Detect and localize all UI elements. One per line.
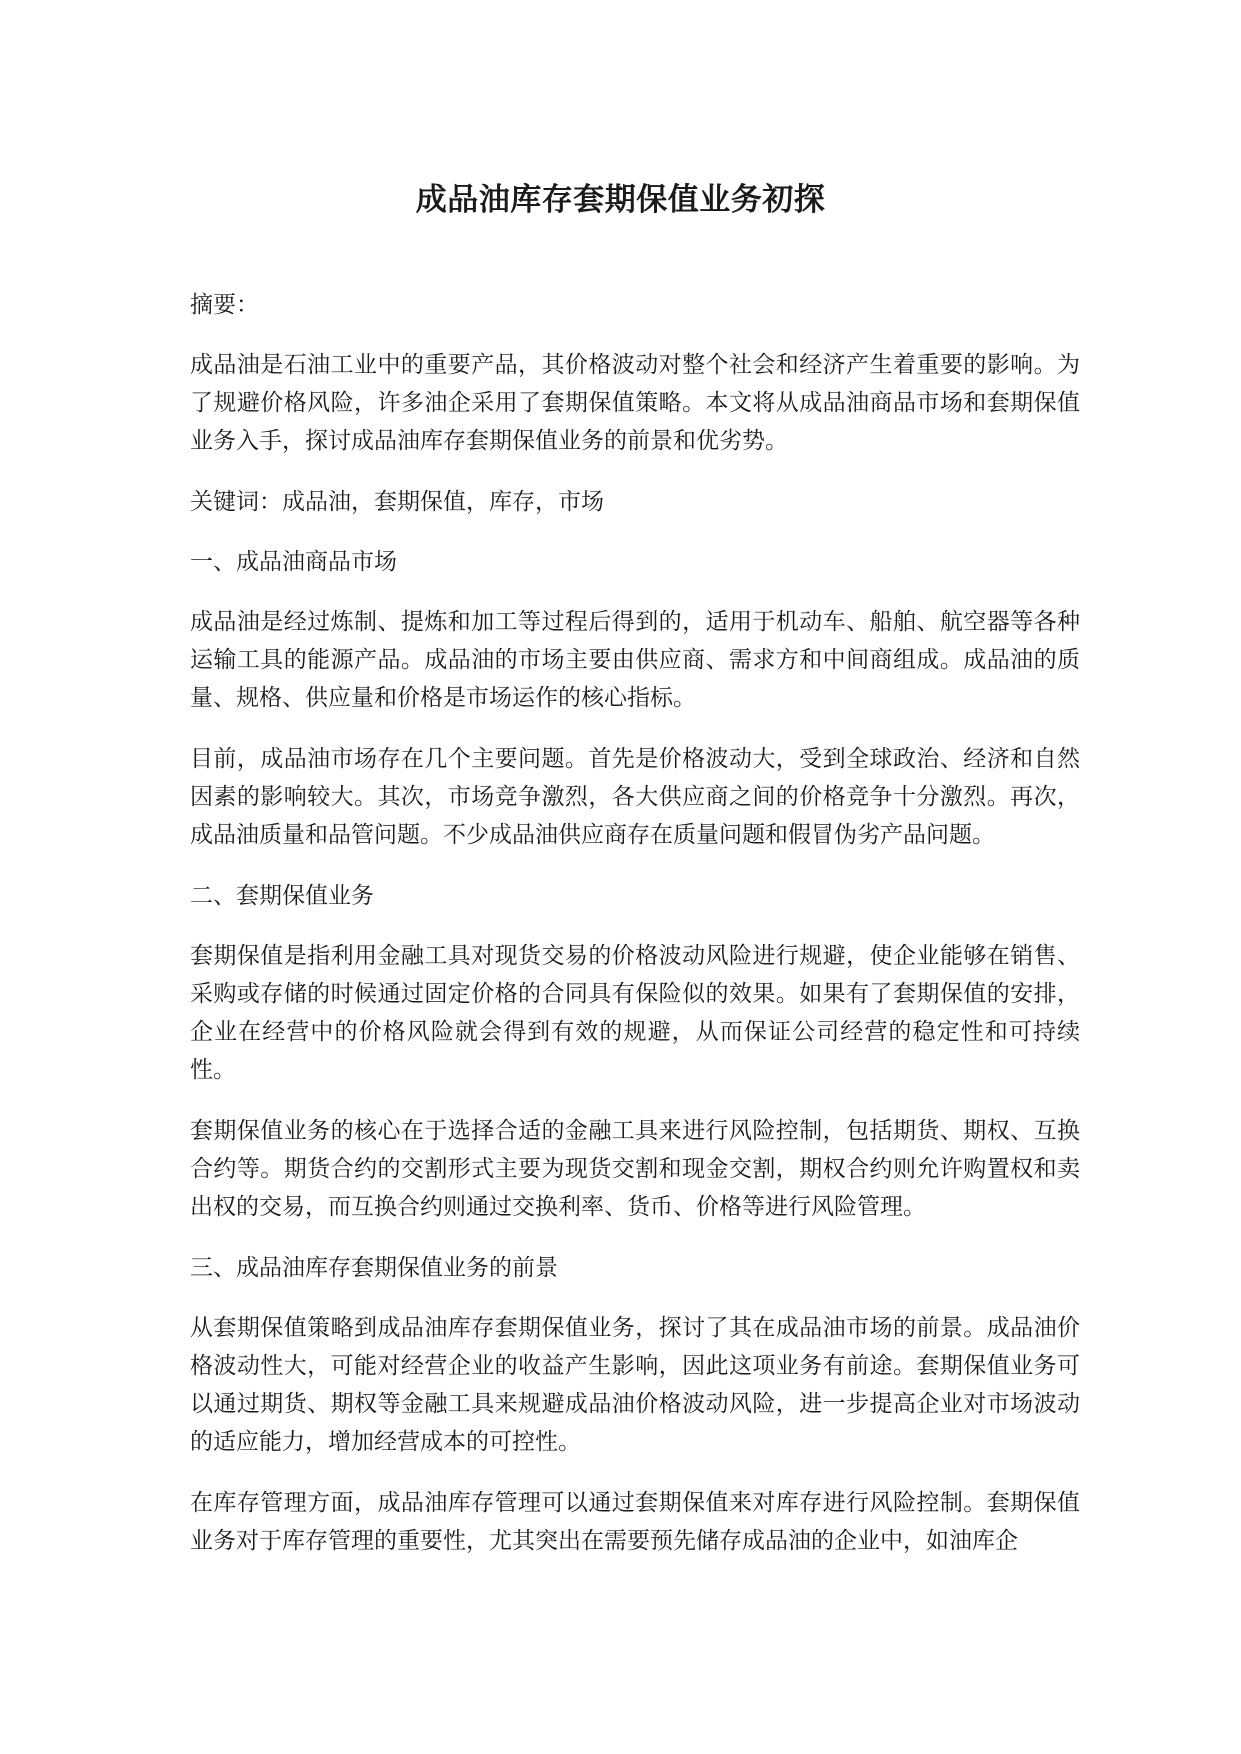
body-paragraph: 目前，成品油市场存在几个主要问题。首先是价格波动大，受到全球政治、经济和自然因素的影响较大。其次，市场竞争激烈，各大供应商之间的价格竞争十分激烈。再次，成品油质量和品管问题。不少成品油供应商存在质量问题和假冒伪劣产品问题。 [190, 746, 1080, 848]
document-title: 成品油库存套期保值业务初探 [415, 182, 826, 218]
body-paragraph: 在库存管理方面，成品油库存管理可以通过套期保值来对库存进行风险控制。套期保值业务对于库存管理的重要性，尤其突出在需要预先储存成品油的企业中，如油库企 [190, 1490, 1080, 1554]
abstract-paragraph: 成品油是石油工业中的重要产品，其价格波动对整个社会和经济产生着重要的影响。为了规避价格风险，许多油企采用了套期保值策略。本文将从成品油商品市场和套期保值业务入手，探讨成品油库存套期保值业务的前景和优劣势。 [190, 352, 1080, 454]
keywords-line: 关键词：成品油，套期保值，库存，市场 [190, 489, 604, 515]
abstract-label: 摘要： [190, 292, 259, 318]
section-heading-2: 二、套期保值业务 [190, 883, 374, 909]
body-paragraph: 套期保值业务的核心在于选择合适的金融工具来进行风险控制，包括期货、期权、互换合约等。期货合约的交割形式主要为现货交割和现金交割，期权合约则允许购置权和卖出权的交易，而互换合约则通过交换利率、货币、价格等进行风险管理。 [190, 1118, 1080, 1220]
body-paragraph: 成品油是经过炼制、提炼和加工等过程后得到的，适用于机动车、船舶、航空器等各种运输工具的能源产品。成品油的市场主要由供应商、需求方和中间商组成。成品油的质量、规格、供应量和价格是市场运作的核心指标。 [190, 609, 1080, 711]
document-body [190, 286, 1080, 1583]
section-heading-1: 一、成品油商品市场 [190, 549, 397, 575]
body-paragraph: 套期保值是指利用金融工具对现货交易的价格波动风险进行规避，使企业能够在销售、采购或存储的时候通过固定价格的合同具有保险似的效果。如果有了套期保值的安排，企业在经营中的价格风险就会得到有效的规避，从而保证公司经营的稳定性和可持续性。 [190, 943, 1080, 1083]
section-heading-3: 三、成品油库存套期保值业务的前景 [190, 1255, 558, 1281]
body-paragraph: 从套期保值策略到成品油库存套期保值业务，探讨了其在成品油市场的前景。成品油价格波动性大，可能对经营企业的收益产生影响，因此这项业务有前途。套期保值业务可以通过期货、期权等金融工具来规避成品油价格波动风险，进一步提高企业对市场波动的适应能力，增加经营成本的可控性。 [190, 1315, 1080, 1455]
